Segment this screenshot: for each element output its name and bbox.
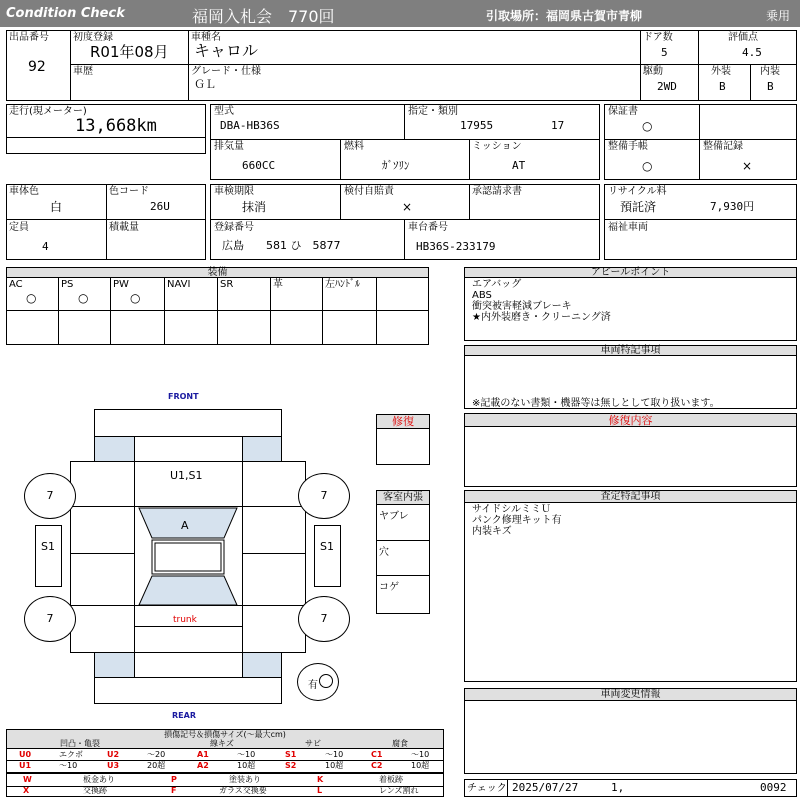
right-sill[interactable] [314,525,341,587]
rear-label: REAR [172,711,196,720]
rear-left-corner [95,653,134,677]
left-sill[interactable] [35,525,62,587]
roof-damage: U1,S1 [170,469,203,482]
condition-check-title: Condition Check [6,6,125,21]
mileage-value: 13,668km [75,116,157,136]
insurance-value: × [402,200,413,214]
check-label: チェック [467,783,507,794]
legend-desc: 10超 [411,761,430,770]
drive-value: 2WD [657,80,677,93]
legend-code: F [171,786,177,795]
exterior-value: B [719,80,726,93]
wheel-front-left[interactable]: 7 [24,473,76,519]
wheel-rear-right[interactable]: 7 [298,596,350,642]
equip-ps-value: ○ [78,291,89,305]
load-label: 積載量 [109,222,139,233]
appeal-line: ★内外装磨き・クリーニング済 [472,312,611,323]
chassis-label: 車台番号 [408,222,448,233]
inspection-value: 抹消 [242,200,267,214]
colorcode-value: 26U [150,200,170,213]
appeal-block [464,267,797,341]
interior-item-tear: ヤブレ [379,511,409,522]
model-label: 型式 [214,106,234,117]
recycle-value: 7,930円 [710,200,755,213]
lot-value: 92 [28,59,46,75]
record-value: × [742,159,753,173]
equip-ps-label: PS [61,279,74,290]
assessment-block [464,490,797,682]
legend-desc: 〜20 [147,750,166,759]
interior-item-burn: コゲ [379,582,399,593]
legend-group-corrosion: 腐食 [392,739,408,748]
drive-label: 駆動 [643,66,663,77]
special-notes-block [464,345,797,409]
legend-group-dent: 凹凸・亀裂 [60,739,100,748]
equip-pw-value: ○ [130,291,141,305]
pickup-location: 引取場所：福岡県古賀市青柳 [486,9,643,23]
change-info-title: 車両変更情報 [465,689,796,701]
doors-label: ドア数 [643,32,673,43]
displacement-value: 660CC [242,159,276,172]
color-label: 車体色 [9,186,39,197]
repair-marker-box[interactable] [376,414,430,465]
check-number: 1, [611,781,625,794]
assessment-list [472,504,562,537]
front-bumper[interactable] [94,409,282,437]
legend-desc: 10超 [237,761,256,770]
assessment-line: サイドシルミミＵ [472,504,552,515]
lot-label: 出品番号 [9,32,49,43]
front-label: FRONT [168,392,199,401]
special-notes-title: 車両特記事項 [465,346,796,356]
legend-desc: ガラス交換要 [219,786,267,795]
assessment-line: 内装キズ [472,526,512,537]
colorcode-label: 色コード [109,186,149,197]
chassis-value: HB36S-233179 [416,240,496,253]
repair-marker-title: 修復 [377,415,429,429]
basic-info-block [6,30,797,101]
approval-label: 承認請求書 [472,186,522,197]
appeal-title: アピールポイント [465,268,796,278]
legend-desc: 〜10 [237,750,256,759]
left-sill-damage: S1 [41,540,55,553]
auction-title: 福岡入札会 770回 [192,7,335,26]
interior-item-hole: 穴 [379,547,389,558]
legend-code: X [23,786,30,795]
legend-desc: 塗装あり [229,775,261,784]
exterior-label: 外装 [711,66,731,77]
type-value-2: 17 [551,119,565,132]
right-sill-damage: S1 [320,540,334,553]
windshield-damage: A [181,519,189,532]
assessment-title: 査定特記事項 [465,491,796,503]
repair-content-block [464,413,797,487]
legend-group-scratch: 線キズ [210,739,234,748]
header-bar [0,0,800,27]
appeal-line: ABS [472,290,492,301]
equipment-title: 装備 [7,268,428,278]
legend-desc: 板金あり [83,775,115,784]
history-label: 車歴 [73,66,93,77]
legend-desc: 10超 [325,761,344,770]
reg-value: R01年08月 [90,43,169,61]
score-label: 評価点 [728,32,758,43]
legend-desc: 着板跡 [379,775,403,784]
assessment-line: パンク修理キット有 [472,515,562,526]
grade-label: グレード・仕様 [191,66,261,77]
rear-bumper[interactable] [94,677,282,704]
rear-right-corner [242,653,281,677]
equip-sr-label: SR [220,279,234,290]
mileage-label: 走行(現メーター) [9,106,87,117]
legend-desc: 交換跡 [83,786,107,795]
record-label: 整備記録 [703,141,743,152]
legend-code: C1 [371,750,383,759]
legend-code: C2 [371,761,383,770]
fuel-value: ｶﾞｿﾘﾝ [382,159,410,172]
legend-code: P [171,775,177,784]
interior-box [376,490,430,614]
check-code: 0092 [760,781,787,794]
legend-desc: エクボ [59,750,83,759]
equip-pw-label: PW [113,279,129,290]
grade-value: ＧＬ [194,78,216,91]
equip-ac-value: ○ [26,291,37,305]
warranty-label: 保証書 [608,106,638,117]
displacement-label: 排気量 [214,141,244,152]
color-value: 白 [50,200,63,214]
legend-group-rust: サビ [305,739,321,748]
legend-desc: 〜10 [325,750,344,759]
change-info-block [464,688,797,774]
recycle-label: リサイクル料 [608,186,667,197]
legend-desc: 20超 [147,761,166,770]
check-date: 2025/07/27 [512,781,579,794]
appeal-line: 衝突被害軽減ブレーキ [472,301,572,312]
recycle-status: 預託済 [620,200,657,214]
legend-desc: レンズ割れ [379,786,419,795]
interior-title: 客室内張 [377,491,429,505]
plate-value: 広島 581 ひ 5877 [222,239,341,252]
legend-code: A1 [197,750,209,759]
model-value: DBA-HB36S [220,119,280,132]
doors-value: 5 [661,46,668,59]
type-value-1: 17955 [460,119,494,132]
legend-code: U1 [19,761,32,770]
special-notes-text: ※記載のない書類・機器等は無しとして取り扱います。 [472,398,720,409]
appeal-list [472,279,611,323]
equip-navi-label: NAVI [167,279,191,290]
capacity-value: 4 [42,240,49,253]
name-label: 車種名 [191,32,221,43]
legend-desc: 〜10 [59,761,78,770]
type-label: 指定・類別 [408,106,458,117]
manual-value: ○ [642,159,653,173]
fuel-label: 燃料 [344,141,364,152]
legend-code: W [23,775,32,784]
legend-desc: 〜10 [411,750,430,759]
warranty-value: ○ [642,119,653,133]
legend-code: L [317,786,323,795]
wheel-rear-left[interactable]: 7 [24,596,76,642]
interior-value: B [767,80,774,93]
manual-label: 整備手帳 [608,141,648,152]
legend-code: U0 [19,750,32,759]
mission-label: ミッション [472,141,522,152]
equip-leather-label: 革 [273,279,283,290]
inspection-label: 車検期限 [214,186,254,197]
score-value: 4.5 [742,46,762,59]
legend-code: K [317,775,324,784]
interior-label: 内装 [760,66,780,77]
mission-value: AT [512,159,526,172]
spare-tire-icon [319,674,333,688]
legend-code: U3 [107,761,120,770]
plate-label: 登録番号 [214,222,254,233]
equip-ac-label: AC [9,279,23,290]
appeal-line: エアバッグ [472,279,522,290]
legend-code: S1 [285,750,297,759]
name-value: キャロル [194,41,259,60]
spare-tire[interactable] [297,663,339,701]
capacity-label: 定員 [9,222,29,233]
repair-content-title: 修復内容 [465,414,796,427]
insurance-label: 検付自賠責 [344,186,394,197]
trunk-label: trunk [173,615,197,625]
spare-tire-status: 有 [308,680,318,691]
legend-title: 損傷記号＆損傷サイズ(〜最大cm) [7,730,443,740]
reg-label: 初度登録 [73,32,113,43]
category-label: 乗用 [766,9,791,23]
equip-lhd-label: 左ﾊﾝﾄﾞﾙ [325,279,360,290]
welfare-label: 福祉車両 [608,222,648,233]
legend-code: S2 [285,761,297,770]
legend-code: A2 [197,761,209,770]
wheel-front-right[interactable]: 7 [298,473,350,519]
front-fender-row[interactable] [94,436,282,462]
legend-code: U2 [107,750,120,759]
